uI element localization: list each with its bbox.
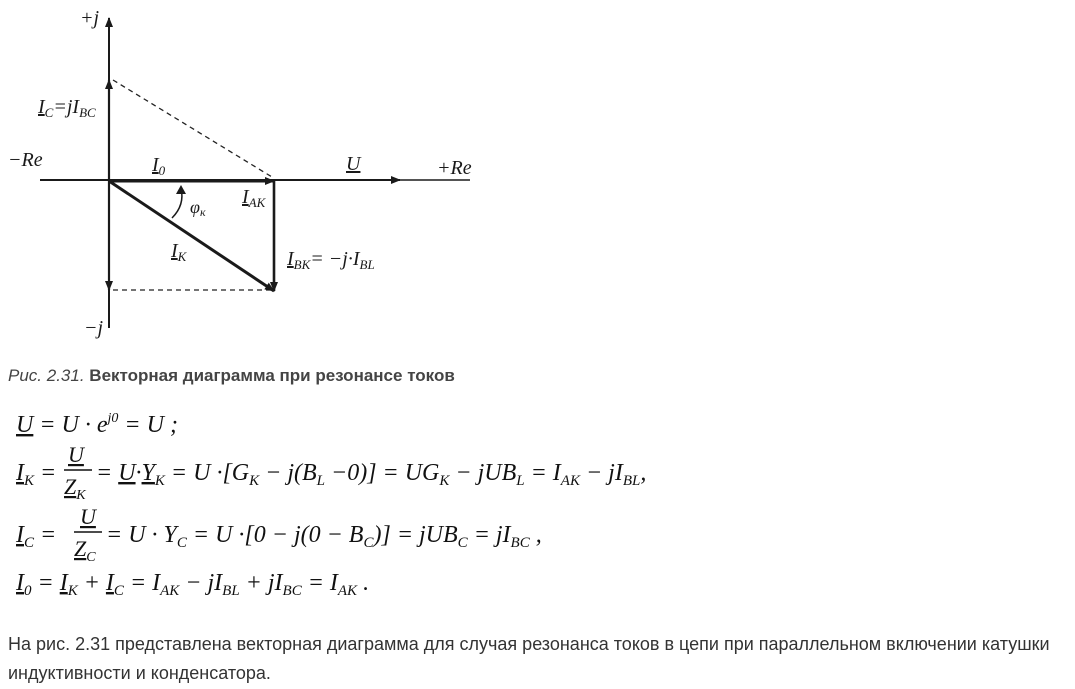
formula-line-2 (15, 442, 646, 503)
phi-arc-arrow (176, 185, 186, 194)
svg-text:I0 = IK + IC = IAK − jIBL + jI: $I_0 = I_K + I_C = I_{AK} - jI_{BL} + jI_{BC} = I_{AK}$ . (16, 570, 370, 599)
svg-text:= U · YC = U ·[0 − j(0 − BC)]: = $U \cdot Y_C = U \cdot[0 - j(0 - B_C)] = jUB_C = jI_{BC}$ , (106, 522, 542, 551)
svg-text:U: U (80, 504, 96, 529)
svg-text:U = U · ej0 = U ;: $U = U \cdot e^{j0} = U$ ; (16, 411, 178, 438)
svg-text:U: U (68, 442, 84, 467)
ic-label: $I_C=jI_{BC}$ (38, 96, 96, 120)
plus-re-label: +Re (437, 157, 472, 179)
figure-title: Векторная диаграмма при резонансе токов (89, 366, 455, 385)
svg-text:IC =: $I_C$ = (16, 522, 57, 551)
phi-label: φк (190, 197, 206, 219)
figure-caption (8, 366, 455, 386)
minus-re-label: −Re (8, 149, 43, 171)
formula-line-3 (15, 504, 542, 565)
formula-line-4 (15, 570, 369, 599)
ik-label: $I_K$ (171, 240, 187, 264)
svg-text:ZC: $Z_C$ (74, 536, 96, 565)
minus-j-label: −j (84, 317, 104, 339)
svg-text:IK =: $I_K$ = (16, 460, 57, 489)
svg-text:= U·YK = U ·[GK − j(BL −0)] =: = $U\cdot Y_K = U \cdot[G_K - j(B_L -0)] = UG_K - jUB_L = I_{AK} - jI_{BL}$, (96, 460, 647, 489)
plus-j-label: +j (80, 7, 100, 29)
body-paragraph: На рис. 2.31 представлена векторная диаграмма для случая резонанса токов в цепи при параллельном включении катушки индуктивности и конденсатора. (8, 634, 1050, 683)
ibk-label: $I_{BK}= -j\cdot I_{BL}$ (287, 248, 375, 272)
vector-diagram (0, 0, 500, 350)
iak-label: $I_{AK}$ (242, 186, 266, 210)
svg-text:ZK: $Z_K$ (64, 474, 86, 503)
u-label: U (346, 153, 361, 175)
figure-number: Рис. 2.31. (8, 366, 85, 385)
dashed-ic-to-iak (113, 80, 272, 177)
formula-line-1 (16, 411, 178, 438)
formula-block (0, 400, 647, 605)
i0-label: $I_0$ (152, 154, 166, 178)
